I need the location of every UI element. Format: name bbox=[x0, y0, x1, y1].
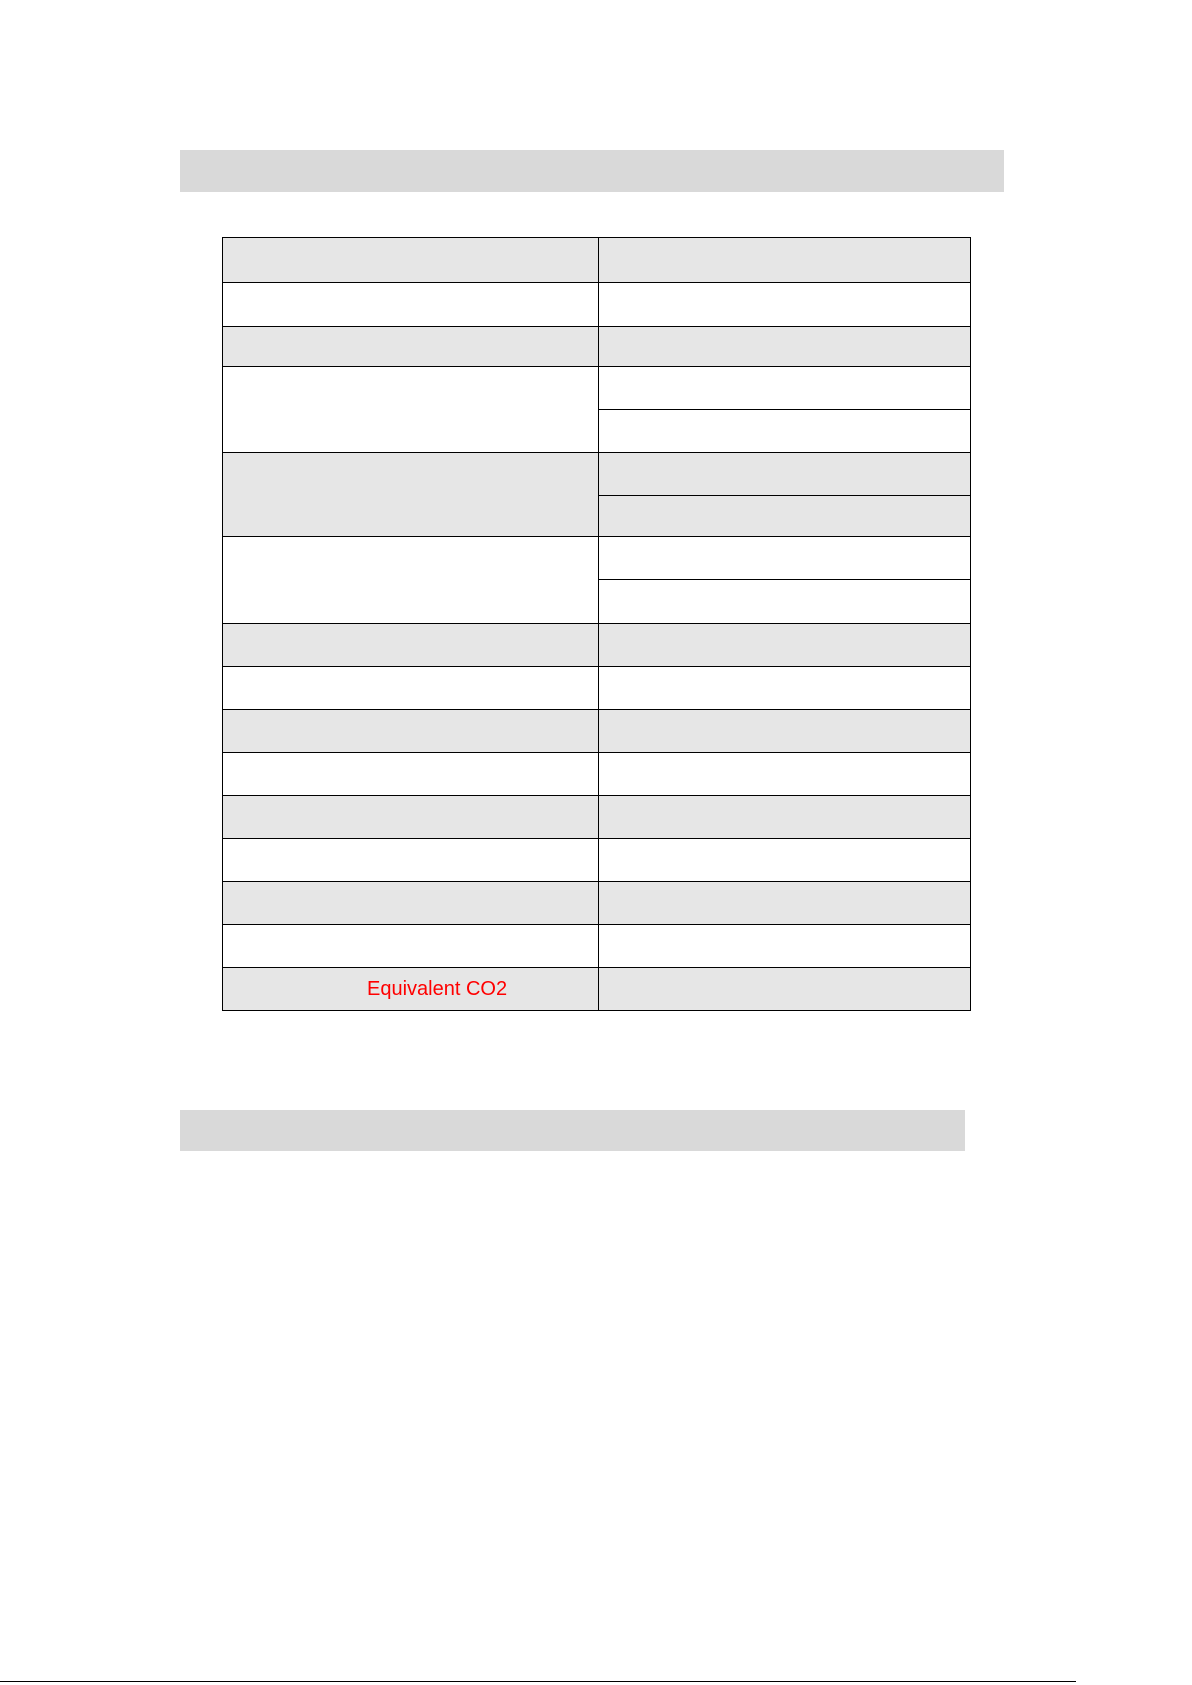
table-cell bbox=[223, 753, 599, 796]
table-row bbox=[223, 667, 971, 710]
table-cell bbox=[599, 753, 971, 796]
table-cell bbox=[223, 624, 599, 667]
table-row bbox=[223, 753, 971, 796]
equivalent-co2-label: Equivalent CO2 bbox=[223, 968, 599, 1011]
table-cell bbox=[223, 839, 599, 882]
table-cell bbox=[223, 537, 599, 624]
table-row bbox=[223, 327, 971, 367]
table-cell bbox=[599, 537, 971, 580]
table-cell bbox=[223, 238, 599, 283]
section-header-bar bbox=[180, 1110, 965, 1151]
table-cell bbox=[599, 580, 971, 624]
table-cell bbox=[599, 367, 971, 410]
table-cell bbox=[223, 283, 599, 327]
table-row bbox=[223, 367, 971, 410]
table-row bbox=[223, 624, 971, 667]
table-cell bbox=[599, 667, 971, 710]
table-cell bbox=[223, 925, 599, 968]
table-row bbox=[223, 710, 971, 753]
table-row bbox=[223, 839, 971, 882]
table-cell bbox=[223, 710, 599, 753]
table-cell bbox=[223, 796, 599, 839]
footer-rule bbox=[0, 1681, 1076, 1682]
table-cell bbox=[599, 710, 971, 753]
section-header-bar bbox=[180, 150, 1004, 192]
spec-table bbox=[222, 237, 971, 1011]
table-row bbox=[223, 283, 971, 327]
table-cell bbox=[599, 968, 971, 1011]
table-cell bbox=[599, 882, 971, 925]
table-row bbox=[223, 796, 971, 839]
table-cell bbox=[599, 796, 971, 839]
table-cell bbox=[599, 496, 971, 537]
table-row bbox=[223, 882, 971, 925]
table-cell bbox=[223, 453, 599, 537]
table-cell bbox=[223, 327, 599, 367]
table-cell bbox=[223, 367, 599, 453]
table-cell bbox=[223, 667, 599, 710]
table-cell bbox=[223, 882, 599, 925]
table-cell bbox=[599, 624, 971, 667]
table-row bbox=[223, 968, 971, 1011]
table-row bbox=[223, 238, 971, 283]
table-cell bbox=[599, 410, 971, 453]
table-cell bbox=[599, 283, 971, 327]
table-row bbox=[223, 925, 971, 968]
table-row bbox=[223, 537, 971, 580]
table-cell bbox=[599, 925, 971, 968]
table-cell bbox=[599, 327, 971, 367]
table-cell bbox=[599, 839, 971, 882]
table-cell bbox=[599, 238, 971, 283]
table-cell bbox=[599, 453, 971, 496]
table-row bbox=[223, 453, 971, 496]
